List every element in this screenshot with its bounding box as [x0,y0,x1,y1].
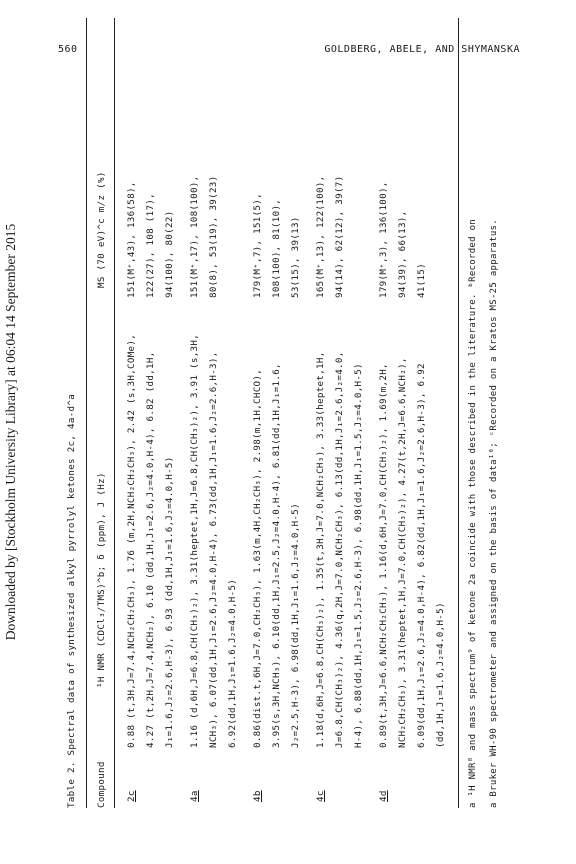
nmr-line: J₂=2.5,H-3), 6.98(dd,1H,J₁=1.6,J₂=4.0,H-5) [290,503,301,748]
ms-data [122,18,179,298]
nmr-line: 0.88 (t,3H,J=7.4,NCH₂CH₂CH₃), 1.76 (m,2H,NCH₂CH₂CH₃), 2.42 (s,3H,COMe), [126,333,137,748]
ms-line: 151(M⁺,43), 136(58), [126,181,137,298]
nmr-line: 6.09(dd,1H,J₁=2.6,J₂=4.0,H-4), 6.82(dd,1H,J₁=1.6,J₂=2.6,H-3), 6.92 [416,363,427,748]
header-ms: MS (70 eV)^c m/z (%) [96,171,107,288]
download-note: Downloaded by [Stockholm University Library] at 06:04 14 September 2015 [3,223,18,641]
nmr-line: 1.16 (d,6H,J=6.8,CH(CH₃)₂), 3.31(heptet,1H,J=6.8,CH(CH₃)₂), 3.91 (s,3H, [189,333,200,748]
nmr-line: H-4), 6.88(dd,1H,J₁=1.5,J₂=2.6,H-3), 6.98(dd,1H,J₁=1.5,J₂=4.0,H-5) [353,363,364,748]
nmr-line: 1.18(d,6H,J=6.8,CH(CH₃)₂), 1.35(t,3H,J=7.0,NCH₂CH₃), 3.33(heptet,1H, [315,351,326,748]
footnote-b: a Bruker WH-90 spectrometer and assigned on the basis of data¹⁰; ᶜRecorded on a Kratos MS-25 apparatus. [489,219,499,808]
ms-data [185,18,223,298]
footnote-a: a ¹H NMR⁸ and mass spectrum⁹ of ketone 2a coincide with those described in the literature. ᵇRecorded on [468,219,478,808]
table-caption: Table 2. Spectral data of synthesized alkyl pyrrolyl ketones 2c, 4a-d^a [66,393,77,808]
nmr-data [374,318,450,748]
nmr-data [248,318,305,748]
ms-data [248,18,305,298]
ms-line: 94(14), 62(12), 39(7) [334,175,345,298]
ms-line: 94(100), 80(22) [164,210,175,298]
ms-line: 53(15), 39(13) [290,216,301,298]
compound-id: 4a [189,790,200,802]
running-head: GOLDBERG, ABELE, AND SHYMANSKA [324,44,520,55]
ms-line: 179(M⁺,7), 151(5), [252,193,263,298]
compound-id: 2c [126,790,137,802]
ms-line: 41(15) [416,263,427,298]
bottom-rule [458,18,459,808]
page-number: 560 [58,44,78,55]
nmr-line: 0.89(t,3H,J=6.6,NCH₂CH₂CH₃), 1.16(d,6H,J=7.0,CH(CH₃)₂), 1.69(m,2H, [378,363,389,748]
ms-data [311,18,349,298]
ms-line: 94(39), 66(13), [397,210,408,298]
ms-line: 165(M⁺,13), 122(100), [315,175,326,298]
nmr-line: J=6.8,CH(CH₃)₂), 4.36(q,2H,J=7.0,NCH₂CH₃), 6.13(dd,1H,J₁=2.6,J₂=4.0, [334,351,345,748]
ms-line: 151(M⁺,17), 108(100), [189,175,200,298]
nmr-line: 4.27 (t,2H,J=7.4,NCH₂), 6.10 (dd,1H,J₁=2.6,J₂=4.0,H-4), 6.82 (dd,1H, [145,351,156,748]
compound-id: 4c [315,790,326,802]
nmr-line: (dd,1H,J₁=1.6,J₂=4.0,H-5) [435,602,446,748]
compound-id: 4d [378,790,389,802]
top-rule [86,18,87,808]
ms-data [374,18,431,298]
ms-line: 80(8), 53(19), 39(23) [208,175,219,298]
ms-line: 108(100), 81(10), [271,198,282,298]
nmr-line: NCH₃), 6.07(dd,1H,J₁=2.6,J₂=4.0,H-4), 6.73(dd,1H,J₁=1.6,J₂=2.6,H-3), [208,351,219,748]
nmr-line: 6.92(dd,1H,J₁=1.6,J₂=4.0,H-5) [227,578,238,748]
header-nmr: ¹H NMR (CDCl₃/TMS)^b; δ (ppm), J (Hz) [96,472,107,688]
nmr-line: 3.95(s,3H,NCH₃), 6.10(dd,1H,J₁=2.5,J₂=4.0,H-4), 6.81(dd,1H,J₁=1.6, [271,363,282,748]
ms-line: 122(27), 108 (17), [145,193,156,298]
nmr-line: NCH₂CH₂CH₃), 3.31(heptet,1H,J=7.0,CH(CH₃)₂), 4.27(t,2H,J=6.6,NCH₂), [397,357,408,748]
table-2 [62,18,562,808]
nmr-line: J₁=1.6,J₂=2.6,H-3), 6.93 (dd,1H,J₁=1.6,J₂=4.0,H-5) [164,456,175,748]
compound-id: 4b [252,790,263,802]
ms-line: 179(M⁺,3), 136(100), [378,181,389,298]
nmr-data [122,318,179,748]
header-compound: Compound [96,761,107,808]
nmr-data [311,318,368,748]
nmr-line: 0.86(dist.t,6H,J=7.0,CH₂CH₃), 1.63(m,4H,CH₂CH₃), 2.98(m,1H,CHCO), [252,368,263,748]
nmr-data [185,318,242,748]
header-rule [114,18,115,808]
